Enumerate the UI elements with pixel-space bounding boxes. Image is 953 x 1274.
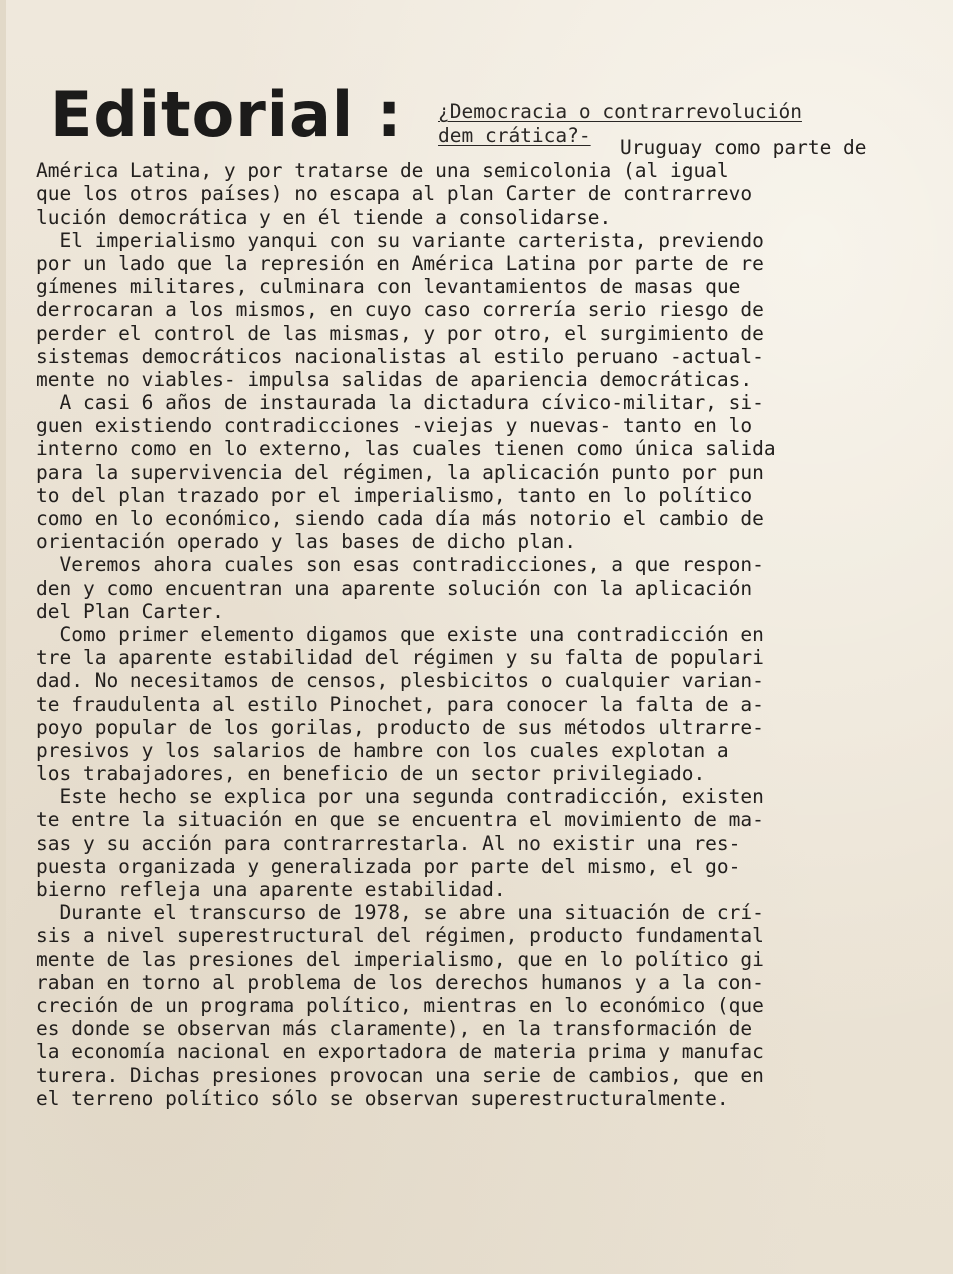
body-line: sistemas democráticos nacionalistas al estilo peruano -actual- — [36, 344, 764, 368]
body-line: tre la aparente estabilidad del régimen y su falta de populari — [36, 646, 764, 670]
body-line: América Latina, y por tratarse de una semicolonia (al igual — [36, 159, 729, 183]
body-line: presivos y los salarios de hambre con los cuales explotan a — [36, 738, 729, 762]
body-line: A casi 6 años de instaurada la dictadura cívico-militar, si- — [36, 391, 764, 415]
body-line: que los otros países) no escapa al plan Carter de contrarrevo — [36, 182, 753, 206]
body-line: raban en torno al problema de los derechos humanos y a la con- — [36, 970, 764, 994]
body-line: creción de un programa político, mientras en lo económico (que — [36, 993, 764, 1017]
body-line: interno como en lo externo, las cuales tienen como única salida — [36, 437, 776, 461]
body-line: perder el control de las mismas, y por otro, el surgimiento de — [36, 321, 764, 345]
body-line: la economía nacional en exportadora de materia prima y manufac — [36, 1040, 764, 1064]
body-line: por un lado que la represión en América Latina por parte de re — [36, 251, 764, 275]
body-line: te entre la situación en que se encuentra el movimiento de ma- — [36, 808, 764, 832]
body-line: como en lo económico, siendo cada día más notorio el cambio de — [36, 507, 764, 530]
body-line: Durante el transcurso de 1978, se abre una situación de crí- — [36, 901, 764, 925]
body-line: sas y su acción para contrarrestarla. Al no existir una res- — [36, 831, 741, 855]
body-line: puesta organizada y generalizada por parte del mismo, el go- — [36, 854, 741, 878]
body-line: derrocaran a los mismos, en cuyo caso correría serio riesgo de — [36, 298, 764, 322]
editorial-subtitle: ¿Democracia o contrarrevolución dem crática?- — [438, 100, 802, 147]
editorial-body — [36, 136, 951, 1110]
body-line: poyo popular de los gorilas, producto de sus métodos ultrarre- — [36, 715, 764, 739]
body-line: del Plan Carter. — [36, 599, 224, 623]
masthead-title: Editorial : — [50, 78, 403, 151]
body-line: te fraudulenta al estilo Pinochet, para conocer la falta de a- — [36, 692, 764, 716]
body-line: mente de las presiones del imperialismo, que en lo político gi — [36, 947, 764, 971]
body-line: el terreno político sólo se observan superestructuralmente. — [36, 1086, 729, 1110]
body-line: es donde se observan más claramente), en la transformación de — [36, 1017, 753, 1041]
body-line: gímenes militares, culminara con levantamientos de masas que — [36, 275, 741, 299]
body-line: El imperialismo yanqui con su variante carterista, previendo — [36, 228, 764, 252]
body-line: Veremos ahora cuales son esas contradicciones, a que respon- — [36, 553, 764, 577]
body-line: Este hecho se explica por una segunda contradicción, existen — [36, 785, 764, 809]
body-line: den y como encuentran una aparente solución con la aplicación — [36, 576, 753, 600]
body-line: bierno refleja una aparente estabilidad. — [36, 878, 506, 901]
body-line: para la supervivencia del régimen, la aplicación punto por pun — [36, 460, 764, 484]
body-line: orientación operado y las bases de dicho plan. — [36, 530, 577, 554]
body-line: turera. Dichas presiones provocan una serie de cambios, que en — [36, 1063, 764, 1087]
body-line: sis a nivel superestructural del régimen, producto fundamental — [36, 924, 764, 948]
body-line: dad. No necesitamos de censos, plesbicitos o cualquier varian- — [36, 669, 764, 693]
body-line: Como primer elemento digamos que existe una contradicción en — [36, 622, 764, 646]
body-line: guen existiendo contradicciones -viejas y nuevas- tanto en lo — [36, 414, 753, 438]
body-line: lución democrática y en él tiende a consolidarse. — [36, 205, 612, 229]
body-line: to del plan trazado por el imperialismo, tanto en lo político — [36, 483, 753, 507]
body-line: mente no viables- impulsa salidas de apariencia democráticas. — [36, 367, 753, 391]
body-line: los trabajadores, en beneficio de un sector privilegiado. — [36, 762, 706, 786]
body-line: Uruguay como parte de — [620, 136, 867, 159]
